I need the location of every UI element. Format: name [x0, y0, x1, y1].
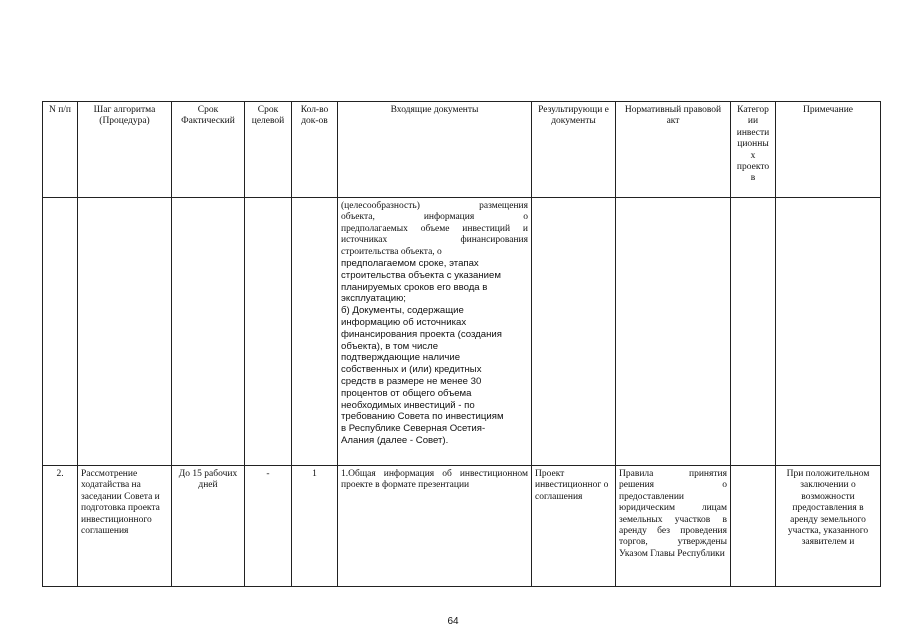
header-actual-term: Срок Фактический: [172, 102, 245, 198]
cell-empty: [245, 198, 292, 466]
header-target-term: Срок целевой: [245, 102, 292, 198]
cell-empty: [78, 198, 172, 466]
text-line: объекта), в том числе: [341, 340, 439, 352]
cell-empty: [43, 198, 78, 466]
cell-empty: [616, 198, 731, 466]
resulting-docs: Проект инвестиционног о соглашения: [532, 466, 616, 587]
text-line: процентов от общего объема: [341, 387, 472, 399]
cell-empty: [172, 198, 245, 466]
text-line: необходимых инвестиций - по: [341, 399, 475, 411]
header-step: Шаг алгоритма (Процедура): [78, 102, 172, 198]
header-doc-count: Кол-во док-ов: [292, 102, 338, 198]
header-incoming-docs: Входящие документы: [338, 102, 532, 198]
table-header-row: [43, 102, 881, 198]
text-line: финансирования проекта (создания: [341, 328, 502, 340]
cell-empty: [532, 198, 616, 466]
text-line: строительства объекта, о: [341, 246, 442, 257]
incoming-docs-continued: [338, 198, 532, 466]
text-line: предполагаемых объеме инвестиций и: [341, 223, 528, 234]
text-line: (целесообразность) размещения: [341, 201, 528, 211]
header-categories: Категор ии инвести ционны х проекто в: [731, 102, 776, 198]
text-line: строительства объекта с указанием: [341, 269, 501, 281]
text-line: подтверждающие наличие: [341, 352, 461, 364]
normative-act: Правила принятия решения о предоставлении юридическим лицам земельных участков в аренду без проведения торгов, утверждены Указом Главы Республики: [616, 466, 731, 587]
text-line: б) Документы, содержащие: [341, 305, 464, 317]
text-line: эксплуатацию;: [341, 293, 406, 305]
table-row: [43, 198, 881, 466]
text-line: планируемых сроков его ввода в: [341, 281, 488, 293]
text-line: требованию Совета по инвестициям: [341, 411, 504, 423]
target-term: -: [245, 466, 292, 587]
actual-term: До 15 рабочих дней: [172, 466, 245, 587]
text-line: Алания (далее - Совет).: [341, 434, 449, 446]
incoming-docs: 1.Общая информация об инвестиционном проекте в формате презентации: [338, 466, 532, 587]
text-line: объекта, информация о: [341, 212, 528, 223]
text-line: в Республике Северная Осетия-: [341, 423, 486, 435]
header-note: Примечание: [776, 102, 881, 198]
categories: [731, 466, 776, 587]
row-number: 2.: [43, 466, 78, 587]
text-line: предполагаемом сроке, этапах: [341, 258, 479, 270]
table-row: [43, 466, 881, 587]
incoming-docs-sans-block: [341, 258, 528, 447]
header-normative-act: Нормативный правовой акт: [616, 102, 731, 198]
page-number: 64: [447, 616, 459, 627]
doc-count: 1: [292, 466, 338, 587]
cell-empty: [292, 198, 338, 466]
cell-empty: [731, 198, 776, 466]
text-line: собственных и (или) кредитных: [341, 364, 482, 376]
note: При положительном заключении о возможности предоставления в аренду земельного участка, указанного заявителем и: [776, 466, 881, 587]
algorithm-table: [42, 101, 881, 587]
step-name: Рассмотрение ходатайства на заседании Совета и подготовка проекта инвестиционного соглашения: [78, 466, 172, 587]
text-line: информацию об источниках: [341, 317, 467, 329]
header-resulting-docs: Результирующи е документы: [532, 102, 616, 198]
text-line: средств в размере не менее 30: [341, 376, 482, 387]
cell-empty: [776, 198, 881, 466]
text-line: источниках финансирования: [341, 235, 528, 246]
header-num: N п/п: [43, 102, 78, 198]
